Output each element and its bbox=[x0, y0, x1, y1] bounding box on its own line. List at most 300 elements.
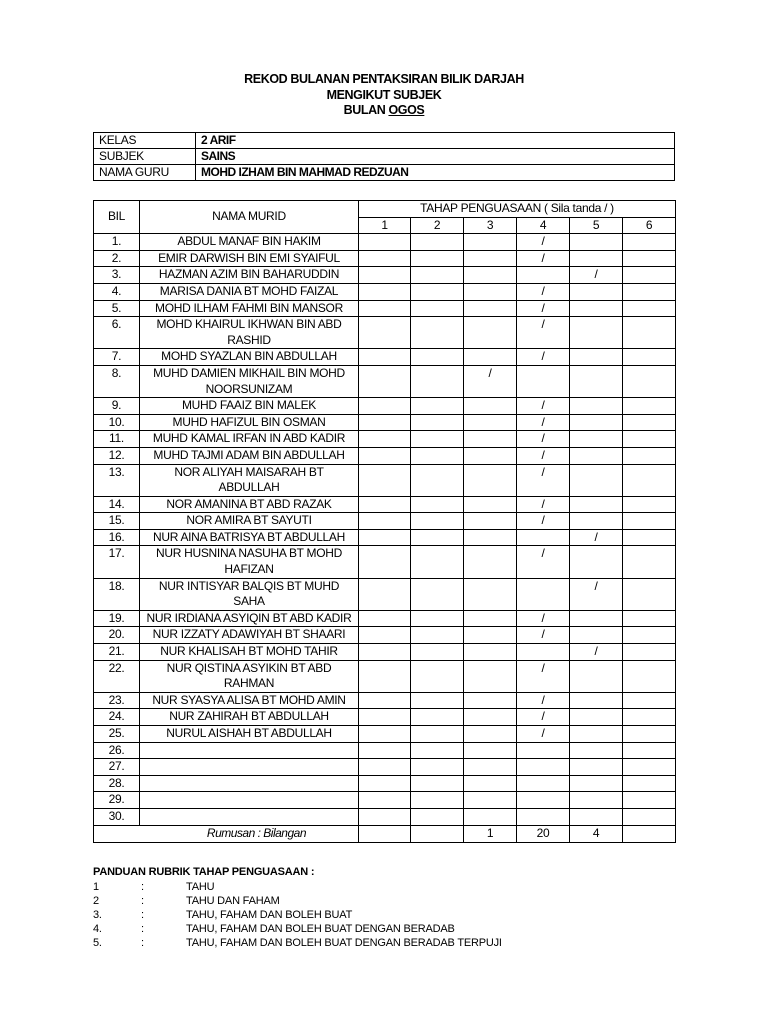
level-1-cell bbox=[359, 529, 411, 546]
row-bil: 7. bbox=[94, 349, 140, 366]
level-1-cell bbox=[359, 447, 411, 464]
rubric-items bbox=[93, 880, 502, 950]
level-5-cell bbox=[570, 513, 623, 530]
header-title: REKOD BULANAN PENTAKSIRAN BILIK DARJAH bbox=[244, 72, 524, 86]
row-student-name: MUHD TAJMI ADAM BIN ABDULLAH bbox=[140, 447, 359, 464]
row-student-name: MOHD SYAZLAN BIN ABDULLAH bbox=[140, 349, 359, 366]
table-row bbox=[94, 496, 676, 513]
row-student-name: NOR ALIYAH MAISARAH BT ABDULLAH bbox=[140, 464, 359, 496]
level-5-cell bbox=[570, 447, 623, 464]
level-3-cell bbox=[464, 792, 517, 809]
table-row bbox=[94, 431, 676, 448]
level-4-cell: / bbox=[517, 283, 570, 300]
level-1-cell bbox=[359, 709, 411, 726]
row-student-name: NUR QISTINA ASYIKIN BT ABD RAHMAN bbox=[140, 660, 359, 692]
level-3-cell bbox=[464, 447, 517, 464]
level-5-cell: / bbox=[570, 529, 623, 546]
row-student-name: MARISA DANIA BT MOHD FAIZAL bbox=[140, 283, 359, 300]
table-row bbox=[94, 283, 676, 300]
level-2-cell bbox=[411, 447, 464, 464]
level-5-cell bbox=[570, 496, 623, 513]
level-4-cell bbox=[517, 775, 570, 792]
level-4-cell bbox=[517, 759, 570, 776]
level-1-cell bbox=[359, 267, 411, 284]
row-bil: 20. bbox=[94, 627, 140, 644]
row-student-name: NOR AMANINA BT ABD RAZAK bbox=[140, 496, 359, 513]
rubric-key: 1 bbox=[93, 881, 99, 893]
level-header-1: 1 bbox=[359, 217, 411, 234]
table-row bbox=[94, 267, 676, 284]
row-student-name: MUHD FAAIZ BIN MALEK bbox=[140, 398, 359, 415]
rubric-guide bbox=[93, 866, 502, 950]
row-bil: 21. bbox=[94, 644, 140, 661]
level-1-cell bbox=[359, 300, 411, 317]
level-6-cell bbox=[623, 447, 676, 464]
level-4-cell: / bbox=[517, 250, 570, 267]
row-student-name: MUHD HAFIZUL BIN OSMAN bbox=[140, 414, 359, 431]
summary-count-4: 20 bbox=[517, 825, 570, 842]
rubric-separator: : bbox=[141, 895, 144, 907]
level-6-cell bbox=[623, 726, 676, 743]
row-bil: 23. bbox=[94, 692, 140, 709]
row-bil: 28. bbox=[94, 775, 140, 792]
level-3-cell bbox=[464, 726, 517, 743]
level-3-cell bbox=[464, 627, 517, 644]
kelas-label: KELAS bbox=[94, 133, 196, 149]
rubric-description: TAHU, FAHAM DAN BOLEH BUAT DENGAN BERADAB TERPUJI bbox=[186, 937, 502, 949]
level-5-cell bbox=[570, 775, 623, 792]
level-2-cell bbox=[411, 644, 464, 661]
level-1-cell bbox=[359, 496, 411, 513]
level-5-cell bbox=[570, 234, 623, 251]
row-bil: 6. bbox=[94, 317, 140, 349]
level-6-cell bbox=[623, 742, 676, 759]
row-bil: 30. bbox=[94, 808, 140, 825]
row-student-name: NOR AMIRA BT SAYUTI bbox=[140, 513, 359, 530]
level-1-cell bbox=[359, 250, 411, 267]
level-3-cell bbox=[464, 398, 517, 415]
rubric-key: 5. bbox=[93, 937, 102, 949]
row-student-name: NUR AINA BATRISYA BT ABDULLAH bbox=[140, 529, 359, 546]
table-row bbox=[94, 792, 676, 809]
row-bil: 4. bbox=[94, 283, 140, 300]
summary-label: Rumusan : Bilangan bbox=[94, 825, 359, 842]
level-2-cell bbox=[411, 496, 464, 513]
row-student-name bbox=[140, 808, 359, 825]
level-2-cell bbox=[411, 250, 464, 267]
level-2-cell bbox=[411, 692, 464, 709]
level-5-cell: / bbox=[570, 644, 623, 661]
level-3-cell bbox=[464, 234, 517, 251]
summary-count-3: 1 bbox=[464, 825, 517, 842]
row-bil: 8. bbox=[94, 365, 140, 397]
level-4-cell bbox=[517, 808, 570, 825]
level-2-cell bbox=[411, 513, 464, 530]
table-row bbox=[94, 627, 676, 644]
row-bil: 22. bbox=[94, 660, 140, 692]
summary-count-2 bbox=[411, 825, 464, 842]
rubric-key: 3. bbox=[93, 909, 102, 921]
level-2-cell bbox=[411, 349, 464, 366]
level-4-cell bbox=[517, 742, 570, 759]
table-row bbox=[94, 692, 676, 709]
table-row bbox=[94, 300, 676, 317]
level-3-cell: / bbox=[464, 365, 517, 397]
level-4-cell: / bbox=[517, 627, 570, 644]
level-3-cell bbox=[464, 496, 517, 513]
row-bil: 12. bbox=[94, 447, 140, 464]
level-3-cell bbox=[464, 546, 517, 578]
level-1-cell bbox=[359, 742, 411, 759]
level-2-cell bbox=[411, 234, 464, 251]
row-bil: 10. bbox=[94, 414, 140, 431]
row-student-name: ABDUL MANAF BIN HAKIM bbox=[140, 234, 359, 251]
table-row bbox=[94, 398, 676, 415]
level-1-cell bbox=[359, 414, 411, 431]
level-3-cell bbox=[464, 692, 517, 709]
table-row bbox=[94, 644, 676, 661]
table-row bbox=[94, 546, 676, 578]
row-bil: 13. bbox=[94, 464, 140, 496]
document-header bbox=[0, 72, 768, 119]
rubric-item bbox=[93, 922, 455, 936]
row-student-name: EMIR DARWISH BIN EMI SYAIFUL bbox=[140, 250, 359, 267]
student-rows bbox=[94, 234, 676, 825]
level-1-cell bbox=[359, 660, 411, 692]
level-5-cell bbox=[570, 709, 623, 726]
level-6-cell bbox=[623, 792, 676, 809]
level-5-cell bbox=[570, 317, 623, 349]
rubric-separator: : bbox=[141, 881, 144, 893]
header-subtitle: MENGIKUT SUBJEK bbox=[326, 87, 442, 102]
table-row bbox=[94, 808, 676, 825]
summary-count-1 bbox=[359, 825, 411, 842]
level-2-cell bbox=[411, 529, 464, 546]
level-6-cell bbox=[623, 283, 676, 300]
level-2-cell bbox=[411, 742, 464, 759]
row-student-name: MOHD ILHAM FAHMI BIN MANSOR bbox=[140, 300, 359, 317]
table-row bbox=[94, 349, 676, 366]
level-2-cell bbox=[411, 365, 464, 397]
level-1-cell bbox=[359, 610, 411, 627]
row-student-name: MUHD KAMAL IRFAN IN ABD KADIR bbox=[140, 431, 359, 448]
row-bil: 1. bbox=[94, 234, 140, 251]
level-4-cell: / bbox=[517, 447, 570, 464]
level-6-cell bbox=[623, 234, 676, 251]
level-5-cell bbox=[570, 610, 623, 627]
table-row bbox=[94, 775, 676, 792]
level-3-cell bbox=[464, 431, 517, 448]
level-4-cell bbox=[517, 529, 570, 546]
row-student-name: MUHD DAMIEN MIKHAIL BIN MOHD NOORSUNIZAM bbox=[140, 365, 359, 397]
level-5-cell bbox=[570, 546, 623, 578]
guru-label: NAMA GURU bbox=[94, 165, 196, 181]
level-4-cell: / bbox=[517, 317, 570, 349]
level-4-cell: / bbox=[517, 546, 570, 578]
level-6-cell bbox=[623, 775, 676, 792]
level-4-cell: / bbox=[517, 610, 570, 627]
table-row bbox=[94, 414, 676, 431]
level-5-cell bbox=[570, 431, 623, 448]
row-student-name: NUR KHALISAH BT MOHD TAHIR bbox=[140, 644, 359, 661]
level-4-cell bbox=[517, 644, 570, 661]
subjek-value: SAINS bbox=[196, 149, 675, 165]
row-student-name: NUR SYASYA ALISA BT MOHD AMIN bbox=[140, 692, 359, 709]
level-1-cell bbox=[359, 692, 411, 709]
level-5-cell bbox=[570, 300, 623, 317]
table-row bbox=[94, 365, 676, 397]
summary-row bbox=[94, 825, 676, 842]
row-student-name bbox=[140, 759, 359, 776]
level-4-cell: / bbox=[517, 234, 570, 251]
row-bil: 15. bbox=[94, 513, 140, 530]
rubric-separator: : bbox=[141, 923, 144, 935]
row-bil: 27. bbox=[94, 759, 140, 776]
level-2-cell bbox=[411, 792, 464, 809]
rubric-key: 2 bbox=[93, 895, 99, 907]
level-6-cell bbox=[623, 317, 676, 349]
row-bil: 9. bbox=[94, 398, 140, 415]
table-row bbox=[94, 709, 676, 726]
level-2-cell bbox=[411, 578, 464, 610]
row-bil: 19. bbox=[94, 610, 140, 627]
level-1-cell bbox=[359, 546, 411, 578]
level-2-cell bbox=[411, 759, 464, 776]
col-bil-header: BIL bbox=[94, 201, 140, 234]
rubric-item bbox=[93, 894, 314, 908]
table-row bbox=[94, 660, 676, 692]
level-5-cell bbox=[570, 250, 623, 267]
level-4-cell: / bbox=[517, 726, 570, 743]
level-6-cell bbox=[623, 365, 676, 397]
row-student-name bbox=[140, 775, 359, 792]
level-2-cell bbox=[411, 709, 464, 726]
table-row bbox=[94, 234, 676, 251]
level-3-cell bbox=[464, 414, 517, 431]
level-2-cell bbox=[411, 610, 464, 627]
rubric-description: TAHU DAN FAHAM bbox=[186, 895, 280, 907]
level-5-cell bbox=[570, 283, 623, 300]
level-6-cell bbox=[623, 627, 676, 644]
rubric-title: PANDUAN RUBRIK TAHAP PENGUASAAN : bbox=[93, 866, 315, 878]
level-5-cell bbox=[570, 660, 623, 692]
row-bil: 18. bbox=[94, 578, 140, 610]
level-6-cell bbox=[623, 759, 676, 776]
level-1-cell bbox=[359, 283, 411, 300]
level-6-cell bbox=[623, 349, 676, 366]
level-2-cell bbox=[411, 726, 464, 743]
row-bil: 24. bbox=[94, 709, 140, 726]
level-4-cell: / bbox=[517, 496, 570, 513]
level-5-cell bbox=[570, 349, 623, 366]
level-3-cell bbox=[464, 578, 517, 610]
row-student-name: NUR INTISYAR BALQIS BT MUHD SAHA bbox=[140, 578, 359, 610]
rubric-item bbox=[93, 908, 353, 922]
level-6-cell bbox=[623, 644, 676, 661]
level-2-cell bbox=[411, 627, 464, 644]
rubric-description: TAHU bbox=[186, 881, 215, 893]
level-4-cell bbox=[517, 578, 570, 610]
row-student-name: MOHD KHAIRUL IKHWAN BIN ABD RASHID bbox=[140, 317, 359, 349]
level-6-cell bbox=[623, 464, 676, 496]
col-tahap-header: TAHAP PENGUASAAN ( Sila tanda / ) bbox=[359, 201, 676, 218]
row-bil: 14. bbox=[94, 496, 140, 513]
level-6-cell bbox=[623, 529, 676, 546]
level-1-cell bbox=[359, 792, 411, 809]
kelas-value: 2 ARIF bbox=[196, 133, 675, 149]
row-bil: 16. bbox=[94, 529, 140, 546]
row-student-name: HAZMAN AZIM BIN BAHARUDDIN bbox=[140, 267, 359, 284]
level-2-cell bbox=[411, 414, 464, 431]
level-4-cell: / bbox=[517, 398, 570, 415]
level-5-cell: / bbox=[570, 267, 623, 284]
level-2-cell bbox=[411, 464, 464, 496]
table-row bbox=[94, 529, 676, 546]
row-bil: 29. bbox=[94, 792, 140, 809]
level-6-cell bbox=[623, 496, 676, 513]
level-5-cell bbox=[570, 808, 623, 825]
level-5-cell bbox=[570, 692, 623, 709]
level-3-cell bbox=[464, 250, 517, 267]
level-6-cell bbox=[623, 267, 676, 284]
rubric-item bbox=[93, 880, 314, 894]
table-row bbox=[94, 610, 676, 627]
level-4-cell: / bbox=[517, 414, 570, 431]
level-4-cell: / bbox=[517, 349, 570, 366]
level-header-2: 2 bbox=[411, 217, 464, 234]
table-row bbox=[94, 759, 676, 776]
level-5-cell bbox=[570, 365, 623, 397]
header-month: OGOS bbox=[388, 103, 425, 117]
rubric-description: TAHU, FAHAM DAN BOLEH BUAT DENGAN BERADAB bbox=[186, 923, 455, 935]
row-bil: 17. bbox=[94, 546, 140, 578]
summary-count-5: 4 bbox=[570, 825, 623, 842]
level-3-cell bbox=[464, 742, 517, 759]
table-row bbox=[94, 742, 676, 759]
level-4-cell bbox=[517, 792, 570, 809]
level-6-cell bbox=[623, 250, 676, 267]
level-4-cell: / bbox=[517, 709, 570, 726]
level-4-cell: / bbox=[517, 431, 570, 448]
row-student-name: NUR HUSNINA NASUHA BT MOHD HAFIZAN bbox=[140, 546, 359, 578]
level-1-cell bbox=[359, 808, 411, 825]
level-3-cell bbox=[464, 349, 517, 366]
level-2-cell bbox=[411, 267, 464, 284]
table-row bbox=[94, 447, 676, 464]
level-3-cell bbox=[464, 610, 517, 627]
level-2-cell bbox=[411, 546, 464, 578]
level-2-cell bbox=[411, 775, 464, 792]
level-2-cell bbox=[411, 808, 464, 825]
level-header-6: 6 bbox=[623, 217, 676, 234]
rubric-key: 4. bbox=[93, 923, 102, 935]
level-6-cell bbox=[623, 692, 676, 709]
level-1-cell bbox=[359, 398, 411, 415]
rubric-separator: : bbox=[141, 937, 144, 949]
subjek-label: SUBJEK bbox=[94, 149, 196, 165]
level-3-cell bbox=[464, 759, 517, 776]
level-1-cell bbox=[359, 513, 411, 530]
summary-count-6 bbox=[623, 825, 676, 842]
level-6-cell bbox=[623, 513, 676, 530]
level-2-cell bbox=[411, 660, 464, 692]
table-row bbox=[94, 513, 676, 530]
row-student-name bbox=[140, 742, 359, 759]
level-6-cell bbox=[623, 414, 676, 431]
level-3-cell bbox=[464, 317, 517, 349]
level-4-cell bbox=[517, 365, 570, 397]
level-6-cell bbox=[623, 546, 676, 578]
level-2-cell bbox=[411, 431, 464, 448]
level-2-cell bbox=[411, 398, 464, 415]
col-nama-header: NAMA MURID bbox=[140, 201, 359, 234]
rubric-separator: : bbox=[141, 909, 144, 921]
level-3-cell bbox=[464, 709, 517, 726]
level-3-cell bbox=[464, 300, 517, 317]
row-student-name: NUR IZZATY ADAWIYAH BT SHAARI bbox=[140, 627, 359, 644]
level-5-cell bbox=[570, 792, 623, 809]
level-6-cell bbox=[623, 808, 676, 825]
header-month-line bbox=[0, 103, 768, 119]
level-4-cell: / bbox=[517, 660, 570, 692]
level-5-cell bbox=[570, 627, 623, 644]
level-3-cell bbox=[464, 267, 517, 284]
level-5-cell bbox=[570, 726, 623, 743]
level-2-cell bbox=[411, 300, 464, 317]
level-1-cell bbox=[359, 759, 411, 776]
level-2-cell bbox=[411, 283, 464, 300]
level-header-5: 5 bbox=[570, 217, 623, 234]
level-1-cell bbox=[359, 578, 411, 610]
row-student-name: NURUL AISHAH BT ABDULLAH bbox=[140, 726, 359, 743]
row-bil: 5. bbox=[94, 300, 140, 317]
level-3-cell bbox=[464, 660, 517, 692]
level-3-cell bbox=[464, 529, 517, 546]
level-4-cell: / bbox=[517, 464, 570, 496]
level-5-cell: / bbox=[570, 578, 623, 610]
level-1-cell bbox=[359, 775, 411, 792]
row-student-name: NUR IRDIANA ASYIQIN BT ABD KADIR bbox=[140, 610, 359, 627]
level-6-cell bbox=[623, 709, 676, 726]
level-3-cell bbox=[464, 283, 517, 300]
table-row bbox=[94, 317, 676, 349]
guru-value: MOHD IZHAM BIN MAHMAD REDZUAN bbox=[196, 165, 675, 181]
row-bil: 26. bbox=[94, 742, 140, 759]
row-bil: 25. bbox=[94, 726, 140, 743]
level-6-cell bbox=[623, 660, 676, 692]
level-6-cell bbox=[623, 300, 676, 317]
level-3-cell bbox=[464, 464, 517, 496]
level-4-cell bbox=[517, 267, 570, 284]
level-6-cell bbox=[623, 431, 676, 448]
level-1-cell bbox=[359, 464, 411, 496]
table-row bbox=[94, 250, 676, 267]
table-row bbox=[94, 578, 676, 610]
level-3-cell bbox=[464, 775, 517, 792]
table-row bbox=[94, 726, 676, 743]
info-table bbox=[93, 132, 675, 181]
table-row bbox=[94, 464, 676, 496]
level-2-cell bbox=[411, 317, 464, 349]
level-5-cell bbox=[570, 759, 623, 776]
level-3-cell bbox=[464, 644, 517, 661]
level-4-cell: / bbox=[517, 513, 570, 530]
level-header-3: 3 bbox=[464, 217, 517, 234]
assessment-table bbox=[93, 200, 676, 843]
level-1-cell bbox=[359, 349, 411, 366]
level-5-cell bbox=[570, 414, 623, 431]
rubric-description: TAHU, FAHAM DAN BOLEH BUAT bbox=[186, 909, 353, 921]
